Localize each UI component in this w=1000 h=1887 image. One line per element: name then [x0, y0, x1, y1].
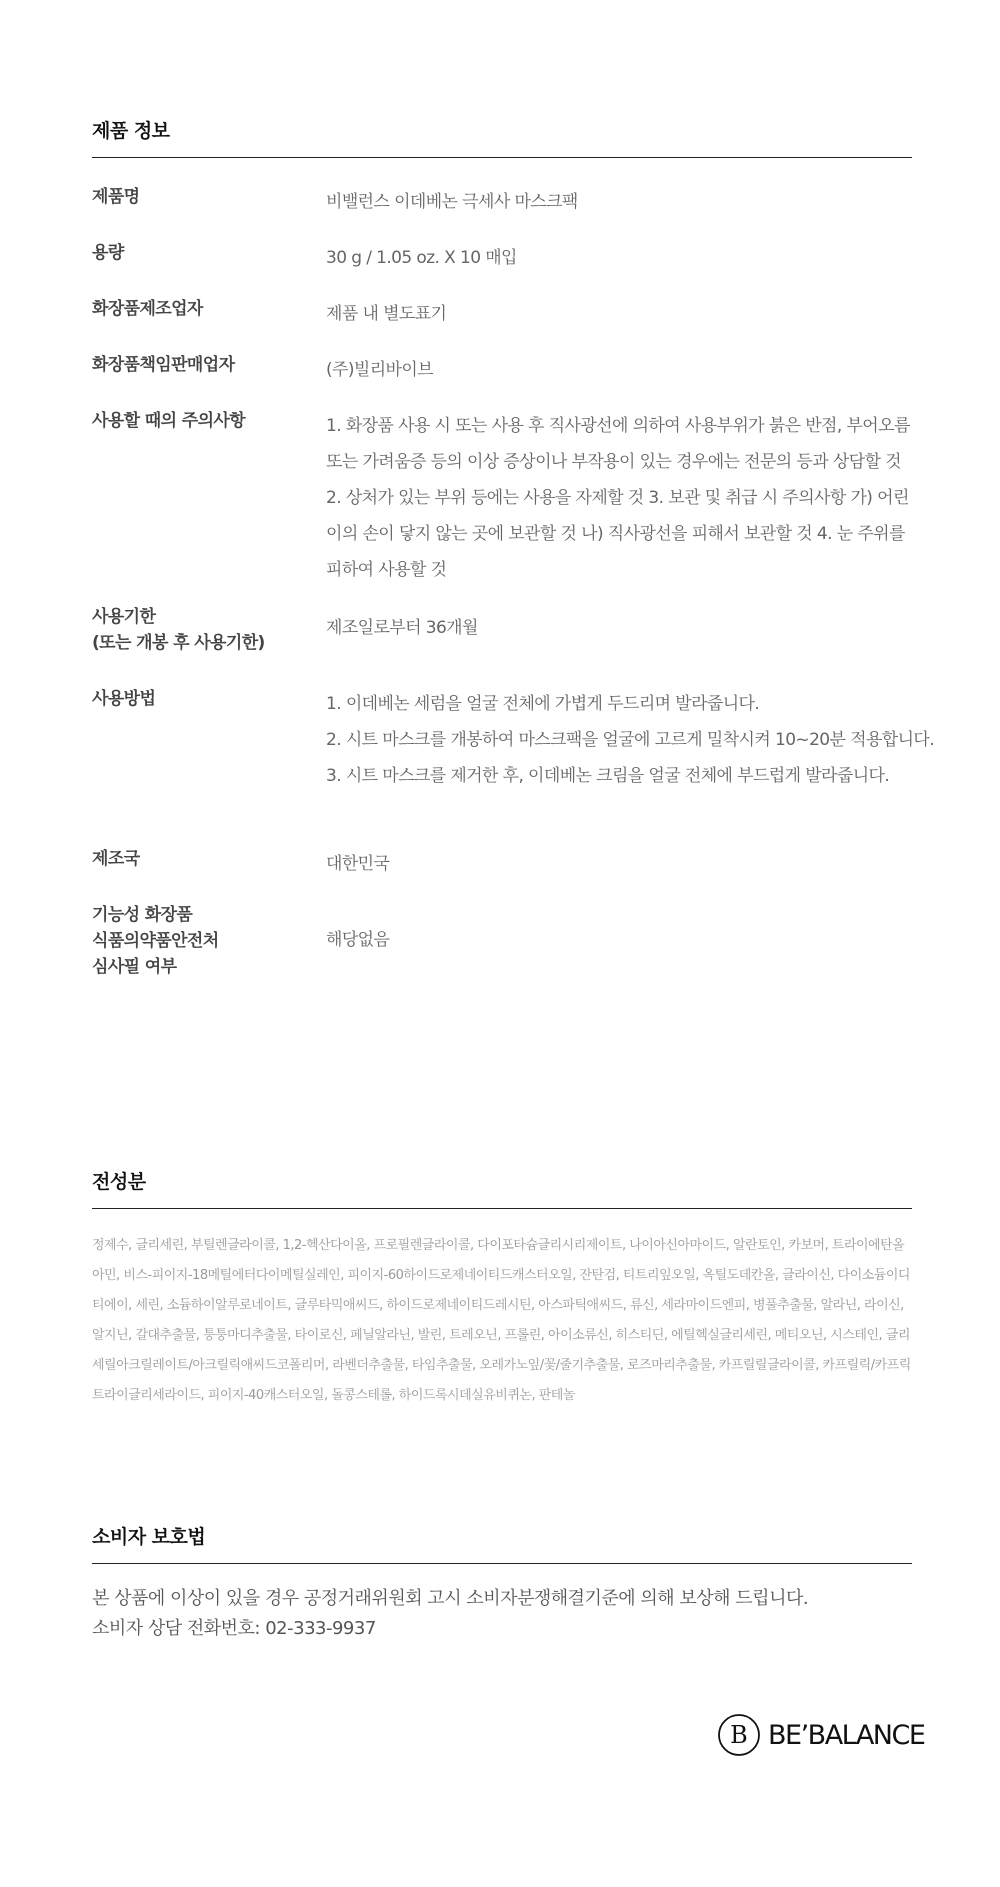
info-label: 제조국	[92, 849, 140, 869]
info-value: 제품 내 별도표기	[326, 304, 447, 324]
be-balance-emblem-icon	[716, 1712, 762, 1758]
consumer-protection-text	[92, 1584, 912, 1644]
info-row-usage	[92, 686, 935, 846]
ingredients-title: 전성분	[92, 1167, 912, 1209]
info-value: 해당없음	[326, 930, 390, 950]
info-row-product-name	[92, 184, 912, 240]
info-value: 비밸런스 이데베논 극세사 마스크팩	[326, 192, 578, 212]
brand-logo	[716, 1712, 924, 1758]
info-row-expiry	[92, 604, 912, 686]
info-value: (주)빌리바이브	[326, 360, 433, 380]
info-label: 화장품책임판매업자	[92, 355, 235, 375]
info-value: 1. 화장품 사용 시 또는 사용 후 직사광선에 의하여 사용부위가 붉은 반점, 부어오름 또는 가려움증 등의 이상 증상이나 부작용이 있는 경우에는 전문의 등과 상담할 것 2. 상처가 있는 부위 등에는 사용을 자제할 것 3. 보관 및 취급 시 주의사항 가) 어린이의 손이 닿지 않는 곳에 보관할 것 나) 직사광선을 피해서 보관할 것 4. 눈 주위를 피하여 사용할 것	[326, 416, 910, 580]
product-info-title: 제품 정보	[92, 116, 912, 158]
emblem-letter: B	[730, 1721, 748, 1749]
info-value: 대한민국	[326, 854, 390, 874]
product-info-section	[92, 116, 935, 986]
info-label: 용량	[92, 243, 124, 263]
info-value: 30 g / 1.05 oz. X 10 매입	[326, 248, 517, 268]
ingredients-list: 정제수, 글리세린, 부틸렌글라이콜, 1,2-헥산다이올, 프로필렌글라이콜, 다이포타슘글리시리제이트, 나이아신아마이드, 알란토인, 카보머, 트라이에탄올아민, 비스-피이지-18메틸에터다이메틸실레인, 피이지-60하이드로제네이티드캐스터오일, 잔탄검, 티트리잎오일, 옥틸도데칸올, 글라이신, 다이소듐이디티에이, 세린, 소듐하이알루로네이트, 글루타믹애씨드, 하이드로제네이티드레시틴, 아스파틱애씨드, 류신, 세라마이드엔피, 병풀추출물, 알라닌, 라이신, 알지닌, 갈대추출물, 퉁퉁마디추출물, 타이로신, 페닐알라닌, 발린, 트레오닌, 프롤린, 아이소류신, 히스티딘, 에틸헥실글리세린, 메티오닌, 시스테인, 글리세릴아크릴레이트/아크릴릭애씨드코폴리머, 라벤더추출물, 타임추출물, 오레가노잎/꽃/줄기추출물, 로즈마리추출물, 카프릴릴글라이콜, 카프릴릭/카프릭트라이글리세라이드, 피이지-40캐스터오일, 돌콩스테롤, 하이드록시데실유비퀴논, 판테놀	[92, 1238, 911, 1403]
product-info-table	[92, 184, 935, 986]
info-row-manufacturer	[92, 296, 912, 352]
info-label: 화장품제조업자	[92, 299, 203, 319]
consumer-protection-notice: 본 상품에 이상이 있을 경우 공정거래위원회 고시 소비자분쟁해결기준에 의해 보상해 드립니다.	[92, 1588, 809, 1609]
info-value: 1. 이데베논 세럼을 얼굴 전체에 가볍게 두드리며 발라줍니다. 2. 시트 마스크를 개봉하여 마스크팩을 얼굴에 고르게 밀착시켜 10~20분 적용합니다. 3. 시트 마스크를 제거한 후, 이데베논 크림을 얼굴 전체에 부드럽게 발라줍니다.	[326, 694, 935, 786]
consumer-protection-title: 소비자 보호법	[92, 1522, 912, 1564]
ingredients-section	[92, 1167, 912, 1424]
info-label: 사용기한 (또는 개봉 후 사용기한)	[92, 607, 265, 653]
info-row-precautions	[92, 408, 912, 604]
info-label: 사용할 때의 주의사항	[92, 411, 246, 431]
brand-name: BE’BALANCE	[768, 1719, 925, 1751]
consumer-phone: 소비자 상담 전화번호: 02-333-9937	[92, 1618, 376, 1639]
info-label: 기능성 화장품 식품의약품안전처 심사필 여부	[92, 905, 219, 977]
info-label: 사용방법	[92, 689, 156, 709]
consumer-protection-section	[92, 1522, 912, 1644]
info-row-volume	[92, 240, 912, 296]
info-row-functional	[92, 902, 912, 986]
info-value: 제조일로부터 36개월	[326, 618, 478, 638]
info-row-country	[92, 846, 912, 902]
info-label: 제품명	[92, 187, 140, 207]
info-row-seller	[92, 352, 912, 408]
